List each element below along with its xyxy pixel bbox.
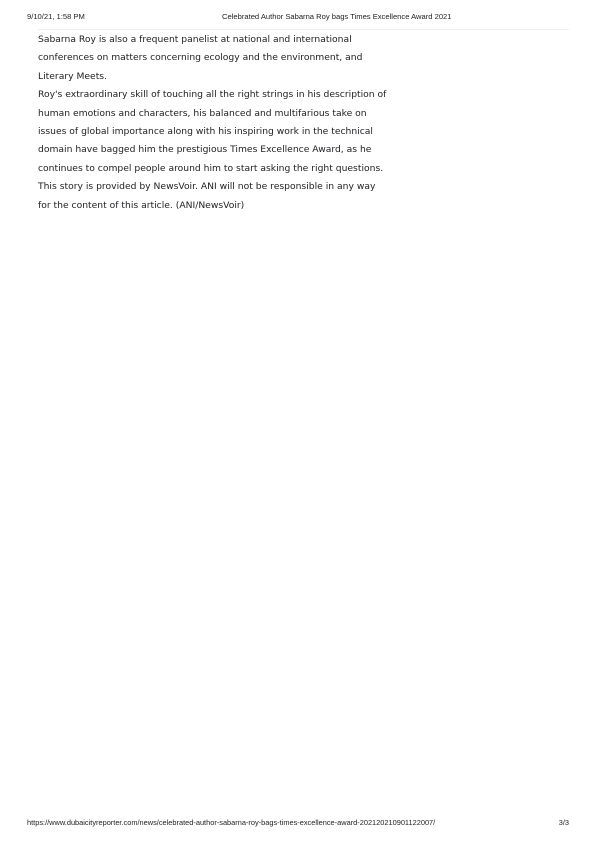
article-paragraph: This story is provided by NewsVoir. ANI will not be responsible in any way for the content of this article. (ANI/NewsVoir) [38, 181, 376, 211]
article-paragraph: Sabarna Roy is also a frequent panelist at national and international conferences on matters concerning ecology and the environment, and Literary Meets. [38, 34, 363, 82]
print-header [27, 12, 569, 24]
article-paragraph: Roy's extraordinary skill of touching all the right strings in his description of human emotions and characters, his balanced and multifarious take on issues of global importance along with his inspiring work in the technical domain have bagged him the prestigious Times Excellence Award, as he continues to compel people around him to start asking the right questions. [38, 89, 387, 174]
print-footer [27, 818, 569, 830]
header-divider [38, 29, 569, 30]
print-datetime: 9/10/21, 1:58 PM [27, 12, 85, 21]
print-page-title: Celebrated Author Sabarna Roy bags Times Excellence Award 2021 [222, 12, 452, 21]
print-page-number: 3/3 [558, 818, 569, 827]
print-source-url: https://www.dubaicityreporter.com/news/celebrated-author-sabarna-roy-bags-times-excellence-award-202120210901122007/ [27, 818, 436, 827]
article-body [38, 31, 390, 215]
